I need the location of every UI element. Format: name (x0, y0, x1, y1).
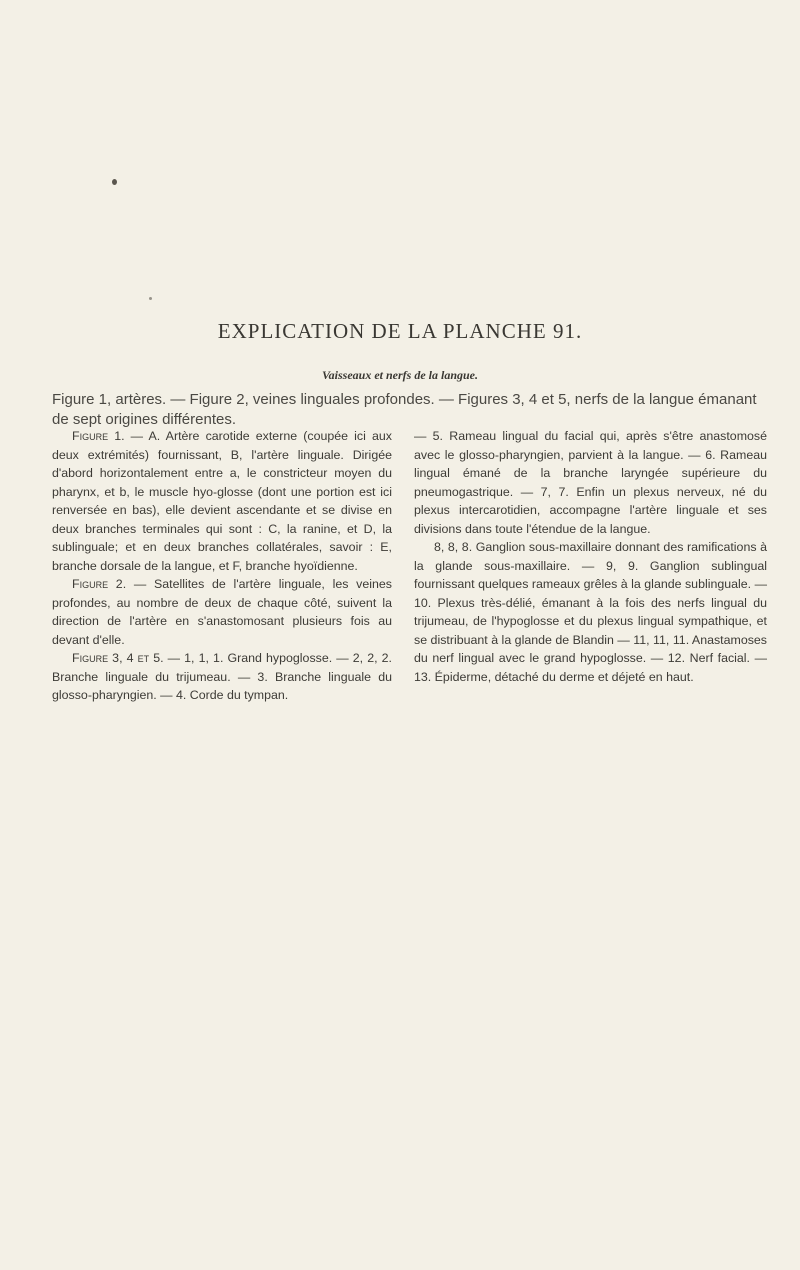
figure-1-lead: Figure 1. (72, 429, 125, 443)
right-column (414, 427, 767, 686)
figure-2-text: — Satellites de l'artère linguale, les veines profondes, au nombre de deux de chaque côté, suivent la direction de l'artère en s'anastomosant plusieurs fois au devant d'elle. (52, 577, 392, 647)
print-speck (149, 297, 152, 300)
figure-345-lead: Figure 3, 4 et 5. (72, 651, 164, 665)
left-column (52, 427, 392, 705)
ganglia-paragraph: 8, 8, 8. Ganglion sous-maxillaire donnant des ramifications à la glande sous-maxillaire. — 9, 9. Ganglion sublingual fournissant quelques rameaux grêles à la glande sublinguale. — 10. Plexus très-délié, émanant à la fois des nerfs lingual du trijumeau, de l'hypoglosse et du plexus lingual sympathique, et se distribuant à la glande de Blandin — 11, 11, 11. Anastamoses du nerf lingual avec le grand hypoglosse. — 12. Nerf facial. — 13. Épiderme, détaché du derme et déjeté en haut. (414, 540, 767, 684)
nerves-continuation-paragraph: — 5. Rameau lingual du facial qui, après s'être anastomosé avec le glosso-pharyngien, parvient à la langue. — 6. Rameau lingual émané de la branche laryngée supérieure du pneumogastrique. — 7, 7. Enfin un plexus nerveux, né du plexus intercarotidien, accompagne l'artère linguale et ses divisions dans toute l'étendue de la langue. (414, 429, 767, 536)
plate-subtitle: Vaisseaux et nerfs de la langue. (321, 368, 478, 382)
print-speck (112, 179, 117, 185)
figure-1-paragraph (52, 427, 392, 575)
plate-intro: Figure 1, artères. — Figure 2, veines linguales profondes. — Figures 3, 4 et 5, nerfs de la langue émanant de sept origines différentes. (52, 391, 757, 428)
plate-title: EXPLICATION DE LA PLANCHE 91. (217, 319, 583, 343)
figure-2-paragraph (52, 575, 392, 649)
figure-345-text: — 1, 1, 1. Grand hypoglosse. — 2, 2, 2. Branche linguale du trijumeau. — 3. Branche linguale du glosso-pharyngien. — 4. Corde du tympan. (52, 651, 392, 702)
figure-2-lead: Figure 2. (72, 577, 127, 591)
figure-345-paragraph (52, 649, 392, 705)
figure-1-text: — A. Artère carotide externe (coupée ici aux deux extrémités) fournissant, B, l'artère linguale. Dirigée d'abord horizontalement entre a, le constricteur moyen du pharynx, et b, le muscle hyo-glosse (dont une portion est ici renversée en bas), elle devient ascendante et se divise en deux branches terminales qui sont : C, la ranine, et D, la sublinguale; et en deux branches collatérales, savoir : E, branche dorsale de la langue, et F, branche hyoïdienne. (52, 429, 392, 573)
